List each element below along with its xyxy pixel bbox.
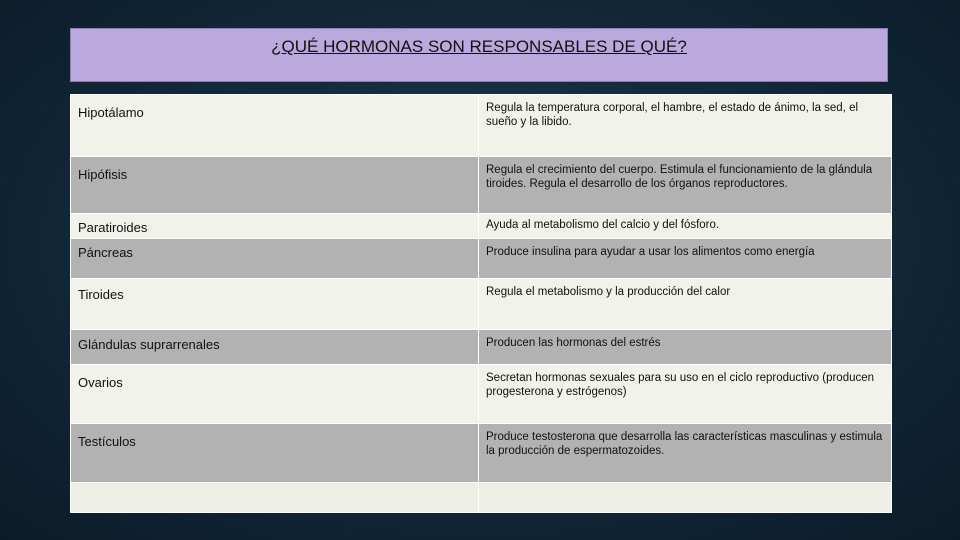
gland-name bbox=[71, 483, 478, 493]
gland-name: Hipófisis bbox=[78, 167, 128, 182]
gland-name: Páncreas bbox=[78, 245, 133, 260]
function-cell bbox=[479, 95, 892, 157]
table-row bbox=[71, 157, 892, 214]
gland-function: Producen las hormonas del estrés bbox=[486, 337, 661, 349]
gland-name: Hipotálamo bbox=[78, 105, 144, 120]
gland-function bbox=[479, 483, 891, 489]
function-cell bbox=[479, 424, 892, 483]
gland-function: Produce testosterona que desarrolla las características masculinas y estimula la producción de espermatozoides. bbox=[486, 431, 883, 457]
table-row bbox=[71, 424, 892, 483]
function-cell bbox=[479, 365, 892, 424]
table-row bbox=[71, 365, 892, 424]
gland-function: Ayuda al metabolismo del calcio y del fósforo. bbox=[486, 219, 720, 231]
title-banner bbox=[70, 28, 888, 82]
table-row bbox=[71, 279, 892, 330]
table-row bbox=[71, 214, 892, 239]
gland-cell bbox=[71, 239, 479, 279]
table-row bbox=[71, 95, 892, 157]
table-row bbox=[71, 330, 892, 365]
function-cell bbox=[479, 330, 892, 365]
table-row bbox=[71, 239, 892, 279]
gland-function: Regula el crecimiento del cuerpo. Estimula el funcionamiento de la glándula tiroides. Regula el desarrollo de los órganos reproductores. bbox=[486, 164, 873, 190]
gland-name: Tiroides bbox=[78, 287, 124, 302]
table-row-empty bbox=[71, 483, 892, 513]
gland-cell bbox=[71, 214, 479, 239]
gland-cell bbox=[71, 157, 479, 214]
gland-function: Regula el metabolismo y la producción del calor bbox=[486, 286, 731, 298]
gland-cell bbox=[71, 483, 479, 513]
gland-name: Testículos bbox=[78, 434, 136, 449]
gland-name: Ovarios bbox=[78, 375, 123, 390]
gland-cell bbox=[71, 95, 479, 157]
gland-function: Secretan hormonas sexuales para su uso en el ciclo reproductivo (producen progesterona y estrógenos) bbox=[486, 372, 875, 398]
slide-title: ¿QUÉ HORMONAS SON RESPONSABLES DE QUÉ? bbox=[271, 37, 687, 56]
gland-name: Paratiroides bbox=[78, 220, 148, 235]
function-cell bbox=[479, 239, 892, 279]
hormones-table bbox=[70, 94, 892, 513]
gland-cell bbox=[71, 330, 479, 365]
gland-cell bbox=[71, 365, 479, 424]
function-cell bbox=[479, 157, 892, 214]
gland-cell bbox=[71, 424, 479, 483]
gland-cell bbox=[71, 279, 479, 330]
gland-function: Regula la temperatura corporal, el hambre, el estado de ánimo, la sed, el sueño y la libido. bbox=[486, 102, 859, 128]
gland-name: Glándulas suprarrenales bbox=[78, 337, 220, 352]
function-cell bbox=[479, 279, 892, 330]
gland-function: Produce insulina para ayudar a usar los alimentos como energía bbox=[486, 246, 815, 258]
function-cell bbox=[479, 214, 892, 239]
function-cell bbox=[479, 483, 892, 513]
